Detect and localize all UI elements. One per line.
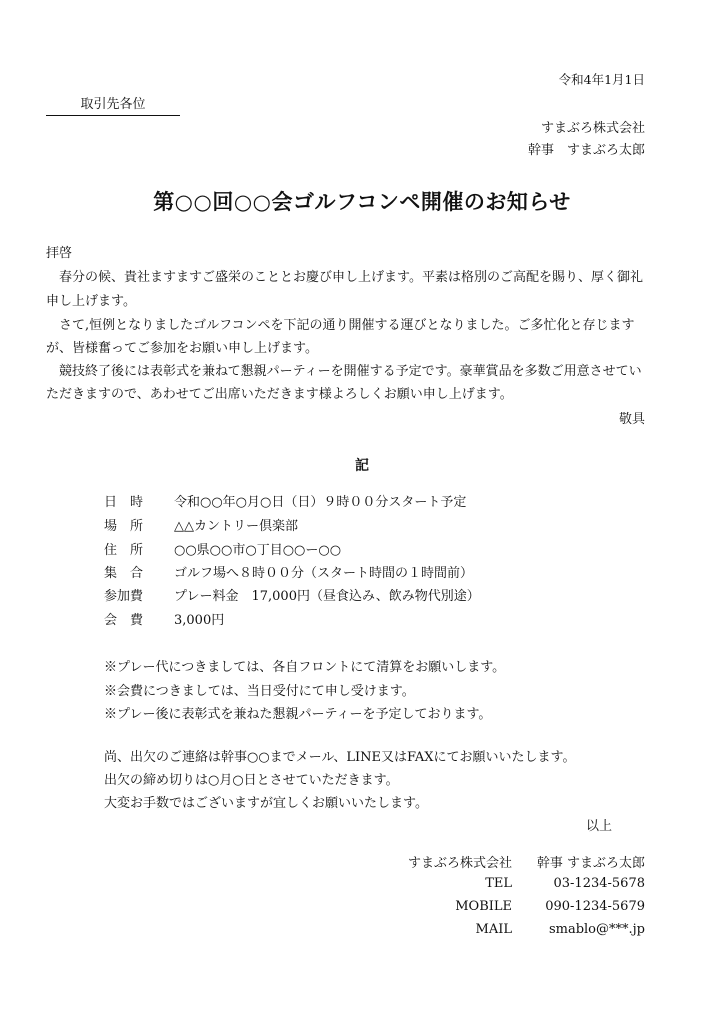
footer-label-mail: MAIL xyxy=(475,922,512,937)
footer-value-mobile: 090-1234-5679 xyxy=(545,899,645,914)
letter-line: 春分の候、貴社ますますご盛栄のこととお慶び申し上げます。平素は格別のご高配を賜り、厚く御礼 xyxy=(46,270,643,285)
ijo-closing: 以上 xyxy=(586,819,613,834)
contact-line: 大変お手数ではございますが宜しくお願いいたします。 xyxy=(104,796,428,811)
footer-value-mail: smablo@***.jp xyxy=(548,922,645,937)
detail-label: 会 費 xyxy=(104,613,144,628)
letter-line: さて,恒例となりましたゴルフコンペを下記の通り開催する運びとなりました。ご多忙化と存じます xyxy=(46,318,635,333)
detail-value: △△カントリー倶楽部 xyxy=(174,519,298,534)
footer-label-mobile: MOBILE xyxy=(455,899,512,914)
letter-line: ただきますので、あわせてご出席いただきます様よろしくお願い申し上げます。 xyxy=(46,387,513,402)
sender-company: すまぶろ株式会社 xyxy=(540,121,645,136)
detail-label: 集 合 xyxy=(104,566,144,581)
footer-value-tel: 03-1234-5678 xyxy=(553,876,645,891)
date: 令和4年1月1日 xyxy=(558,72,645,87)
detail-value: ○○県○○市○丁目○○ー○○ xyxy=(174,543,342,558)
recipient-text: 取引先各位 xyxy=(80,97,146,112)
letter-line: 申し上げます。 xyxy=(46,294,136,309)
footer-label-tel: TEL xyxy=(485,876,512,891)
closing: 敬具 xyxy=(618,412,645,427)
ki-heading: 記 xyxy=(355,458,369,474)
letter-line: が、皆様奮ってご参加をお願い申し上げます。 xyxy=(46,341,318,356)
detail-value: 令和○○年○月○日（日）９時００分スタート予定 xyxy=(174,495,467,510)
sender-organizer: 幹事 すまぶろ太郎 xyxy=(527,143,645,158)
recipient xyxy=(46,93,180,116)
contact-line: 尚、出欠のご連絡は幹事○○までメール、LINE又はFAXにてお願いいたします。 xyxy=(104,750,576,765)
detail-label: 場 所 xyxy=(104,519,144,534)
detail-label: 参加費 xyxy=(104,589,144,604)
note-line: ※会費につきましては、当日受付にて申し受けます。 xyxy=(104,684,415,699)
contact-line: 出欠の締め切りは○月○日とさせていただきます。 xyxy=(104,773,399,788)
detail-value: 3,000円 xyxy=(174,613,225,628)
note-line: ※プレー代につきましては、各自フロントにて清算をお願いします。 xyxy=(104,660,506,675)
footer-company: すまぶろ株式会社 xyxy=(408,856,513,871)
note-line: ※プレー後に表彰式を兼ねた懇親パーティーを予定しております。 xyxy=(104,707,492,722)
detail-label: 住 所 xyxy=(104,543,144,558)
opening-greeting: 拝啓 xyxy=(46,246,73,261)
detail-value: プレー料金 17,000円（昼食込み、飲み物代別途） xyxy=(174,589,480,604)
letter-line: 競技終了後には表彰式を兼ねて懇親パーティーを開催する予定です。豪華賞品を多数ご用意させてい xyxy=(46,364,642,379)
document-title: 第○○回○○会ゴルフコンペ開催のお知らせ xyxy=(153,189,571,214)
detail-label: 日 時 xyxy=(104,495,144,510)
footer-organizer: 幹事 すまぶろ太郎 xyxy=(536,856,645,871)
detail-value: ゴルフ場へ８時００分（スタート時間の１時間前） xyxy=(174,566,474,581)
